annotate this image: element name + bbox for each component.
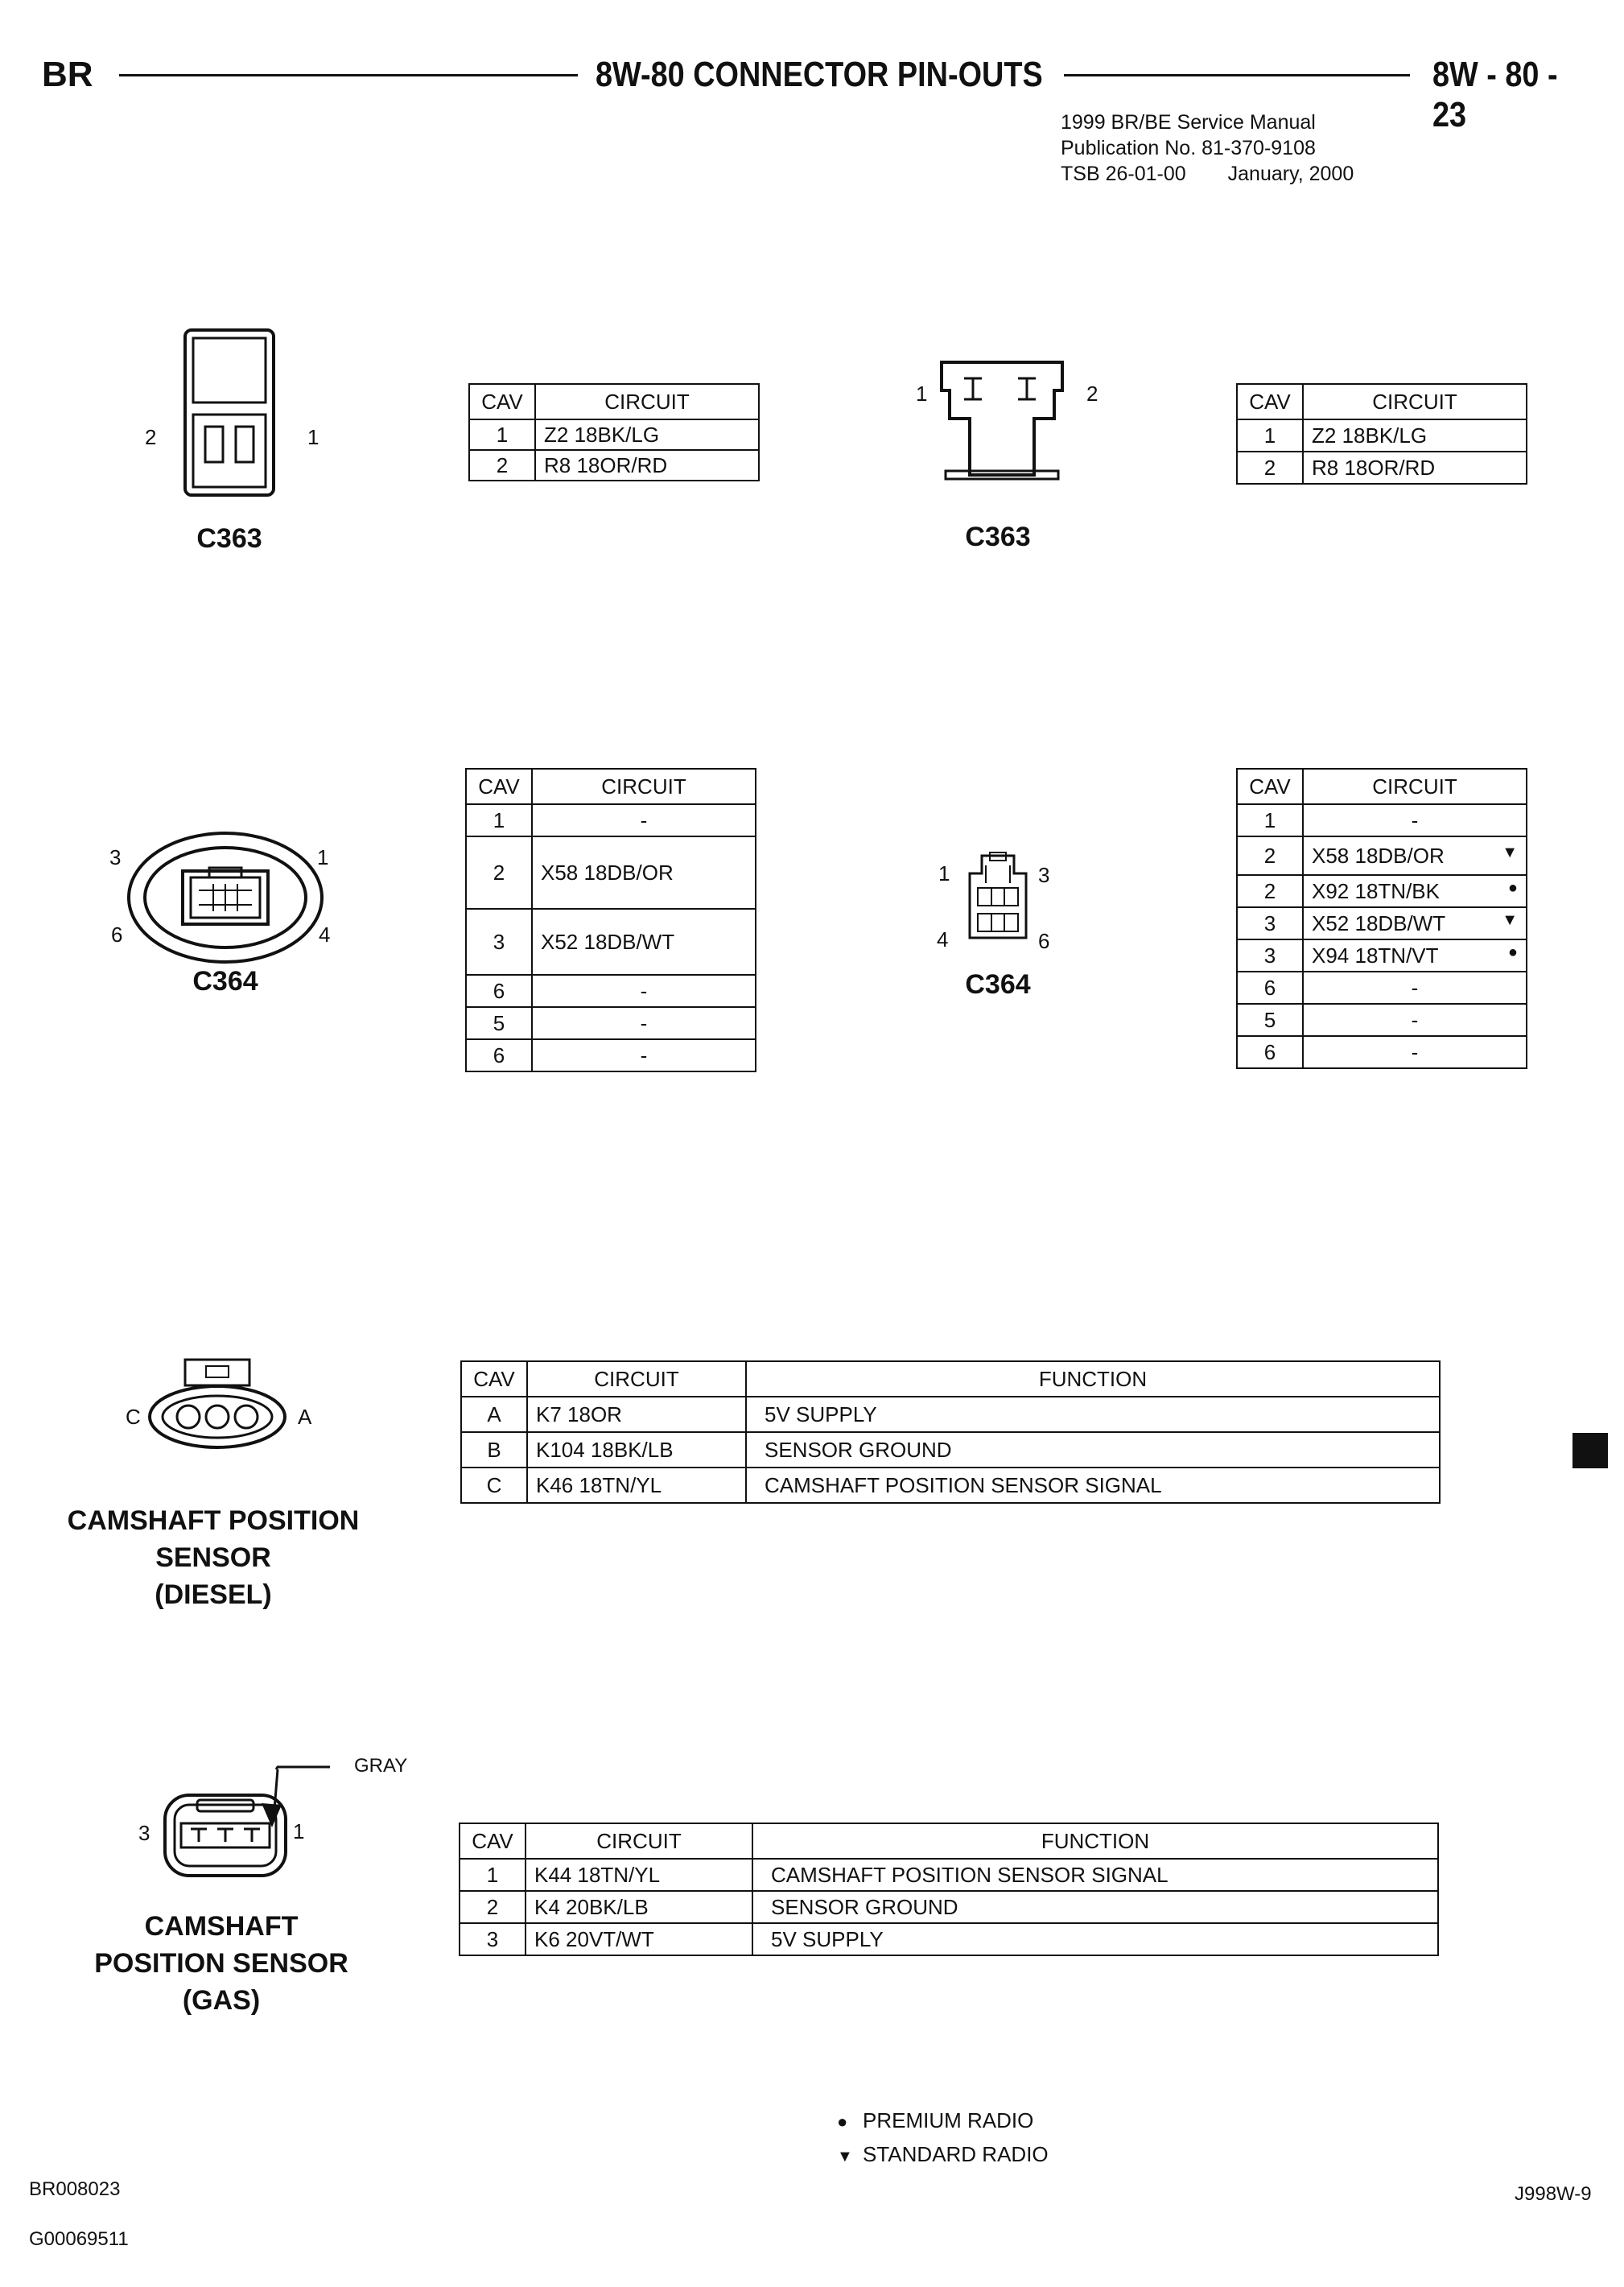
cav-header: CAV xyxy=(466,769,532,804)
c364-right-pin-3-label: 3 xyxy=(1038,863,1050,887)
c363-right-pin-2-label: 2 xyxy=(1086,382,1098,406)
header-left: BR xyxy=(42,55,93,94)
cmp-gas-label: CAMSHAFT POSITION SENSOR (GAS) xyxy=(94,1911,348,2016)
tsb-number: TSB 26-01-00 xyxy=(1061,163,1186,185)
legend-standard: ▼ STANDARD RADIO xyxy=(837,2138,1049,2173)
cmp-diesel-table xyxy=(460,1360,1441,1504)
publication-info xyxy=(1061,109,1354,187)
c364-left-pin-3-label: 3 xyxy=(109,845,122,869)
table-row: 3 X52 18DB/WT ▼ xyxy=(1237,907,1527,939)
table-row: 2 K4 20BK/LB SENSOR GROUND xyxy=(460,1891,1438,1923)
c363-right-pin-1-label: 1 xyxy=(916,382,928,406)
premium-radio-mark: ● xyxy=(1507,943,1518,961)
table-row: A K7 18OR 5V SUPPLY xyxy=(461,1397,1440,1432)
standard-radio-mark: ▼ xyxy=(1502,843,1518,861)
c363-left-connector-icon xyxy=(181,326,278,499)
table-row: 3 K6 20VT/WT 5V SUPPLY xyxy=(460,1923,1438,1955)
cmp-gas-pin-3-label: 3 xyxy=(138,1821,150,1845)
table-row: 2 R8 18OR/RD xyxy=(1237,452,1527,484)
circuit-header: CIRCUIT xyxy=(527,1361,746,1397)
table-row: 2 X58 18DB/OR ▼ xyxy=(1237,836,1527,875)
table-row: 5 - xyxy=(466,1007,756,1039)
table-row: B K104 18BK/LB SENSOR GROUND xyxy=(461,1432,1440,1468)
table-row: 6 - xyxy=(466,975,756,1007)
table-row: 6 - xyxy=(1237,972,1527,1004)
c363-left-pin-2-label: 2 xyxy=(145,425,157,449)
c363-right-table xyxy=(1236,383,1527,485)
c363-right-connector-icon xyxy=(925,354,1078,483)
manual-title: 1999 BR/BE Service Manual xyxy=(1061,111,1316,134)
circuit-header: CIRCUIT xyxy=(526,1823,752,1859)
c364-right-table xyxy=(1236,768,1527,1069)
standard-radio-icon: ▼ xyxy=(837,2148,853,2165)
cmp-gas-connector-icon xyxy=(157,1755,350,1884)
cmp-gas-pin-1-label: 1 xyxy=(293,1819,305,1843)
footer-figure-id: BR008023 xyxy=(29,2178,121,2200)
header-rule-right xyxy=(1064,74,1410,76)
cmp-diesel-pin-c-label: C xyxy=(126,1405,141,1429)
page-number: 8W - 80 - 23 xyxy=(1432,55,1558,134)
tsb-line xyxy=(1061,161,1354,187)
table-row: 6 - xyxy=(1237,1036,1527,1068)
circuit-header: CIRCUIT xyxy=(532,769,756,804)
page-title: 8W-80 CONNECTOR PIN-OUTS xyxy=(596,55,1043,94)
table-row: 1 Z2 18BK/LG xyxy=(469,419,759,450)
c364-left-table xyxy=(465,768,756,1072)
c363-right-label: C363 xyxy=(965,522,1031,552)
c364-left-connector-icon xyxy=(125,829,329,966)
table-row: 1 Z2 18BK/LG xyxy=(1237,419,1527,452)
c364-left-pin-4-label: 4 xyxy=(319,923,331,947)
c364-right-pin-4-label: 4 xyxy=(937,927,949,952)
function-header: FUNCTION xyxy=(752,1823,1438,1859)
table-row: 2 X58 18DB/OR xyxy=(466,836,756,909)
circuit-header: CIRCUIT xyxy=(1303,769,1527,804)
cav-header: CAV xyxy=(469,384,535,419)
cmp-gas-table xyxy=(459,1823,1439,1956)
cmp-diesel-pin-a-label: A xyxy=(298,1405,312,1429)
table-row: 6 - xyxy=(466,1039,756,1071)
table-row: 1 - xyxy=(466,804,756,836)
function-header: FUNCTION xyxy=(746,1361,1440,1397)
c364-left-pin-6-label: 6 xyxy=(111,923,123,947)
c364-left-pin-1-label: 1 xyxy=(317,845,329,869)
standard-radio-mark: ▼ xyxy=(1502,910,1518,929)
table-row: 1 K44 18TN/YL CAMSHAFT POSITION SENSOR SIGNAL xyxy=(460,1859,1438,1891)
c364-right-label: C364 xyxy=(965,969,1031,1000)
section-index-tab xyxy=(1572,1433,1608,1468)
c364-right-pin-1-label: 1 xyxy=(938,861,950,885)
cav-header: CAV xyxy=(460,1823,526,1859)
table-row: 3 X94 18TN/VT ● xyxy=(1237,939,1527,972)
publication-date: January, 2000 xyxy=(1227,163,1354,185)
cmp-diesel-connector-icon xyxy=(146,1356,299,1449)
table-row: 1 - xyxy=(1237,804,1527,836)
circuit-header: CIRCUIT xyxy=(1303,384,1527,419)
c363-left-label: C363 xyxy=(196,523,262,554)
c363-left-table xyxy=(468,383,760,481)
table-row: 5 - xyxy=(1237,1004,1527,1036)
circuit-header: CIRCUIT xyxy=(535,384,759,419)
c363-left-pin-1-label: 1 xyxy=(307,425,319,449)
cav-header: CAV xyxy=(461,1361,527,1397)
table-row: 3 X52 18DB/WT xyxy=(466,909,756,975)
legend xyxy=(837,2104,1049,2173)
legend-premium: ● PREMIUM RADIO xyxy=(837,2104,1049,2138)
c364-right-pin-6-label: 6 xyxy=(1038,929,1050,953)
header-rule-left xyxy=(119,74,578,76)
publication-number: Publication No. 81-370-9108 xyxy=(1061,137,1316,159)
table-row: 2 X92 18TN/BK ● xyxy=(1237,875,1527,907)
cav-header: CAV xyxy=(1237,769,1303,804)
table-row: 2 R8 18OR/RD xyxy=(469,450,759,481)
premium-radio-mark: ● xyxy=(1507,878,1518,897)
c364-right-connector-icon xyxy=(954,849,1042,946)
cmp-gas-color-callout: GRAY xyxy=(354,1755,408,1777)
premium-radio-icon: ● xyxy=(837,2112,848,2132)
footer-page-code: J998W-9 xyxy=(1515,2183,1592,2205)
table-row: C K46 18TN/YL CAMSHAFT POSITION SENSOR SIGNAL xyxy=(461,1468,1440,1503)
cav-header: CAV xyxy=(1237,384,1303,419)
cmp-diesel-label: CAMSHAFT POSITION SENSOR (DIESEL) xyxy=(67,1505,360,1610)
c364-left-label: C364 xyxy=(192,966,258,997)
footer-graphic-id: G00069511 xyxy=(29,2228,129,2250)
